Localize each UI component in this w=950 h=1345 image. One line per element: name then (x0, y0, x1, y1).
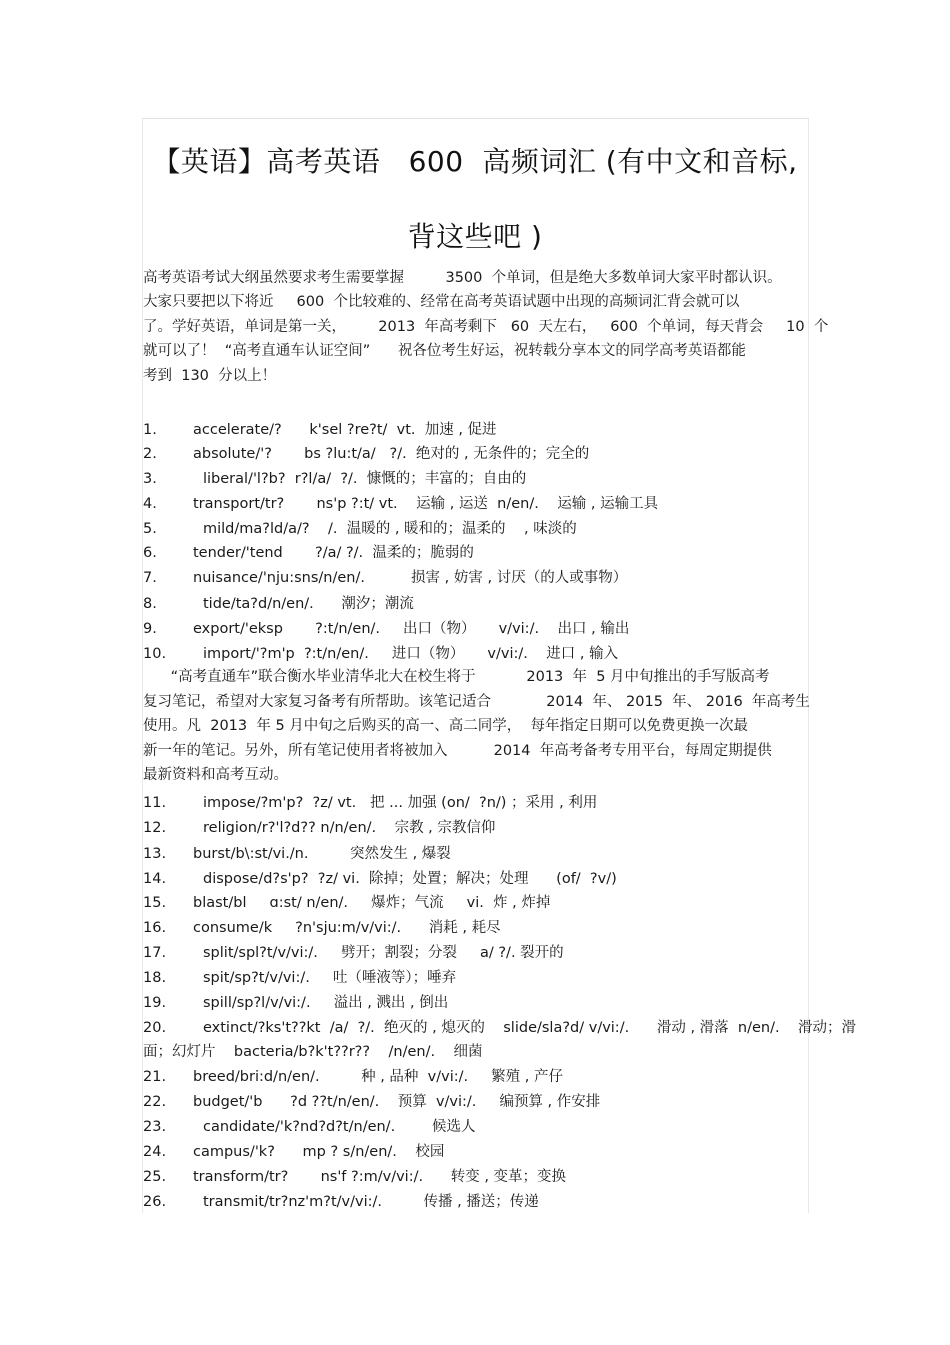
vocab-entry (143, 492, 808, 517)
vocab-entry (143, 791, 808, 816)
entry-text: burst/b\:st/vi./n. 突然发生 , 爆裂 (193, 846, 451, 862)
entry-text: liberal/'l?b? r?l/a/ ?/. 慷慨的；丰富的；自由的 (203, 471, 527, 487)
vocab-entry (143, 642, 808, 667)
intro-line: 了。学好英语，单词是第一关， 2013 年高考剩下 60 天左右， 600 个单词，每天背会 10 个 (143, 319, 829, 335)
page-title-line-2: 背这些吧 ) (407, 220, 543, 253)
entry-number: 18. (143, 970, 167, 986)
entry-number: 15. (143, 895, 167, 911)
notice-line: 复习笔记，希望对大家复习备考有所帮助。该笔记适合 2014 年、 2015 年、 2016 年高考生 (143, 694, 810, 710)
vocab-entry (143, 966, 808, 991)
entry-text: religion/r?'l?d?? n/n/en/. 宗教 , 宗教信仰 (203, 820, 496, 836)
intro-line: 大家只要把以下将近 600 个比较难的、经常在高考英语试题中出现的高频词汇背会就可以 (143, 294, 740, 310)
entry-text: absolute/'? bs ?lu:t/a/ ?/. 绝对的 , 无条件的；完全的 (193, 446, 590, 462)
vocab-entry (143, 442, 808, 467)
entry-number: 10. (143, 646, 167, 662)
entry-text: consume/k ?n'sju:m/v/vi:/. 消耗 , 耗尽 (193, 920, 501, 936)
entry-number: 24. (143, 1144, 167, 1160)
entry-number: 5. (143, 521, 157, 537)
entry-text: transform/tr? ns'f ?:m/v/vi:/. 转变 , 变革；变换 (193, 1169, 567, 1185)
vocab-entry (143, 867, 808, 892)
entry-number: 2. (143, 446, 157, 462)
vocab-entry (143, 1190, 808, 1215)
entry-text: tender/'tend ?/a/ ?/. 温柔的；脆弱的 (193, 545, 474, 561)
entry-number: 4. (143, 496, 157, 512)
entry-number: 14. (143, 871, 167, 887)
notice-line: 新一年的笔记。另外，所有笔记使用者将被加入 2014 年高考备考专用平台，每周定期提供 (143, 743, 772, 759)
entry-number: 11. (143, 795, 167, 811)
entry-continuation: 面；幻灯片 bacteria/b?k't??r?? /n/en/. 细菌 (143, 1044, 483, 1060)
vocab-entry (143, 1165, 808, 1190)
entry-text: accelerate/? k'sel ?re?t/ vt. 加速 , 促进 (193, 422, 497, 438)
vocab-entry (143, 517, 808, 542)
entry-number: 8. (143, 596, 157, 612)
entry-number: 21. (143, 1069, 167, 1085)
vocab-entry (143, 541, 808, 566)
notice-line: 最新资料和高考互动。 (143, 767, 288, 783)
entry-number: 16. (143, 920, 167, 936)
entry-text: split/spl?t/v/vi:/. 劈开；割裂；分裂 a/ ?/. 裂开的 (203, 945, 564, 961)
vocab-entry (143, 467, 808, 492)
vocab-entry (143, 891, 808, 916)
entry-number: 22. (143, 1094, 167, 1110)
entry-number: 1. (143, 422, 157, 438)
vocab-entry (143, 1115, 808, 1140)
entry-text: budget/'b ?d ??t/n/en/. 预算 v/vi:/. 编预算 , 作安排 (193, 1094, 601, 1110)
vocab-entry (143, 592, 808, 617)
entry-number: 26. (143, 1194, 167, 1210)
vocab-entry (143, 418, 808, 443)
entry-text: transport/tr? ns'p ?:t/ vt. 运输 , 运送 n/en/. 运输 , 运输工具 (193, 496, 659, 512)
entry-number: 13. (143, 846, 167, 862)
vocab-entry (143, 1016, 857, 1041)
intro-line: 考到 130 分以上！ (143, 368, 277, 384)
entry-number: 3. (143, 471, 157, 487)
vocab-entry (143, 1090, 808, 1115)
entry-number: 23. (143, 1119, 167, 1135)
vocab-entry (143, 941, 808, 966)
vocab-entry (143, 916, 808, 941)
entry-number: 19. (143, 995, 167, 1011)
entry-text: extinct/?ks't??kt /a/ ?/. 绝灭的 , 熄灭的 slide/sla?d/ v/vi:/. 滑动 , 滑落 n/en/. 滑动；滑 (203, 1020, 857, 1036)
entry-number: 17. (143, 945, 167, 961)
vocab-entry (143, 1065, 808, 1090)
intro-line: 高考英语考试大纲虽然要求考生需要掌握 3500 个单词，但是绝大多数单词大家平时都认识。 (143, 270, 782, 286)
entry-text: impose/?m'p? ?z/ vt. 把 ... 加强 (on/ ?n/) ；采用 , 利用 (203, 795, 598, 811)
entry-text: spill/sp?l/v/vi:/. 溢出 , 溅出 , 倒出 (203, 995, 449, 1011)
intro-line: 就可以了！ “高考直通车认证空间” 祝各位考生好运，祝转载分享本文的同学高考英语都能 (143, 343, 746, 359)
entry-text: transmit/tr?nz'm?t/v/vi:/. 传播 , 播送；传递 (203, 1194, 539, 1210)
entry-number: 12. (143, 820, 167, 836)
entry-text: export/'eksp ?:t/n/en/. 出口（物） v/vi:/. 出口 , 输出 (193, 621, 630, 637)
notice-line: 使用。凡 2013 年 5 月中旬之后购买的高一、高二同学， 每年指定日期可以免费更换一次最 (143, 718, 748, 734)
entry-number: 7. (143, 570, 157, 586)
vocab-entry (143, 816, 808, 841)
entry-text: import/'?m'p ?:t/n/en/. 进口（物） v/vi:/. 进口 , 输入 (203, 646, 619, 662)
entry-text: campus/'k? mp ? s/n/en/. 校园 (193, 1144, 445, 1160)
entry-number: 9. (143, 621, 157, 637)
entry-text: tide/ta?d/n/en/. 潮汐；潮流 (203, 596, 414, 612)
vocab-entry (143, 842, 808, 867)
vocab-entry (143, 566, 808, 591)
page-title-line-1: 【英语】高考英语 600 高频词汇 (有中文和音标, (152, 145, 798, 178)
vocab-entry (143, 1140, 808, 1165)
notice-line: “高考直通车”联合衡水毕业清华北大在校生将于 2013 年 5 月中旬推出的手写版高考 (143, 669, 770, 685)
entry-text: nuisance/'nju:sns/n/en/. 损害 , 妨害 , 讨厌（的人或事物） (193, 570, 628, 586)
entry-number: 25. (143, 1169, 167, 1185)
entry-text: breed/bri:d/n/en/. 种 , 品种 v/vi:/. 繁殖 , 产仔 (193, 1069, 563, 1085)
entry-number: 20. (143, 1020, 167, 1036)
entry-number: 6. (143, 545, 157, 561)
entry-text: dispose/d?s'p? ?z/ vi. 除掉；处置；解决；处理 (of/ ?v/) (203, 871, 617, 887)
vocab-entry (143, 991, 808, 1016)
entry-text: candidate/'k?nd?d?t/n/en/. 候选人 (203, 1119, 476, 1135)
entry-text: spit/sp?t/v/vi:/. 吐（唾液等）；唾弃 (203, 970, 457, 986)
entry-text: mild/ma?ld/a/? /. 温暖的 , 暖和的；温柔的 , 味淡的 (203, 521, 577, 537)
vocab-entry (143, 617, 808, 642)
entry-text: blast/bl ɑ:st/ n/en/. 爆炸；气流 vi. 炸 , 炸掉 (193, 895, 551, 911)
